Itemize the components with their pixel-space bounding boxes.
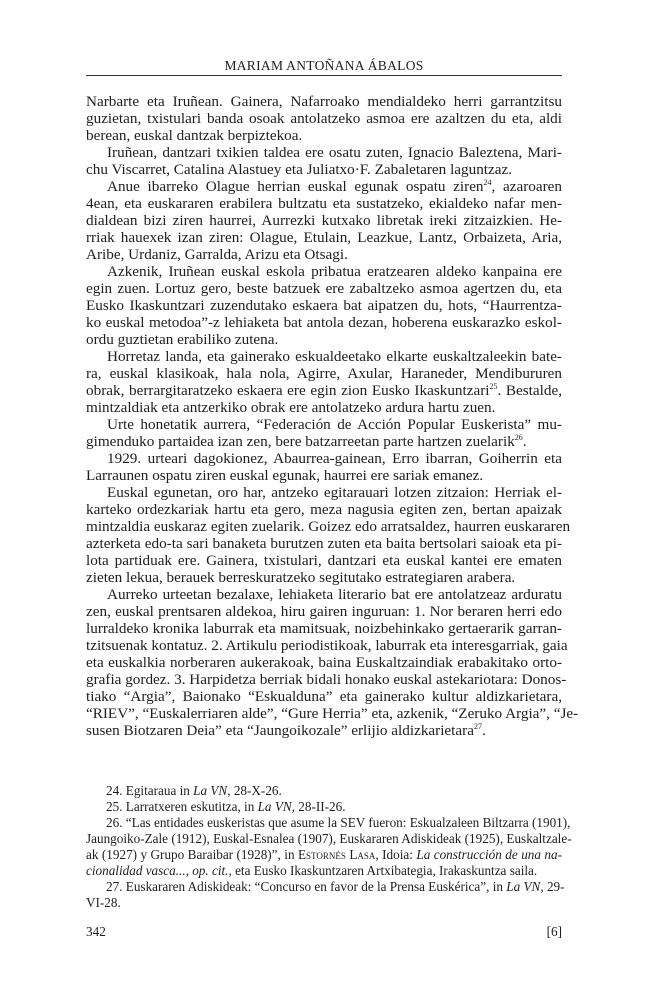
footnote-italic: La VN, [506,879,544,894]
text-fragment: . [481,722,486,739]
text-line: tiako “Argia”, Baionako “Eskualduna” eta gainerako kultur aldizkarietara, [86,688,562,705]
footnote-text: “Las entidades euskeristas que asume la SEV fueron: Eskualzaleen Biltzarra (1901), [125,815,571,830]
text-line: berean, euskal dantzak berpiztekoa. [86,127,303,144]
footnote-ref-25[interactable]: 25 [489,382,498,391]
text-line: tzitsuenak kontatuz. 2. Artikulu periodistikoak, laburrak eta interesgarriak, gaia [86,637,568,654]
footnote-26-cont [86,863,562,879]
footnote-text: Egitaraua in [125,783,194,798]
text-line: zen, euskal prentsaren aldekoa, hiru gairen inguruan: 1. Nor beraren herri edo [86,603,562,620]
footnote-author: Estornés Lasa [297,847,376,862]
text-line: Iruñean, dantzari txikien taldea ere osatu zuten, Ignacio Baleztena, Mari- [107,144,562,161]
footnote-text: , Idoia: [375,847,417,862]
text-line [86,433,562,450]
footnote-26 [86,815,571,831]
footnote-number: 26. [106,815,123,830]
text-line: Larraunen ospatu ziren euskal egunak, haurrei ere sariak emanez. [86,467,484,484]
text-fragment: susen Biotzaren Deia” eta “Jaungoikozale” erlijio aldizkarietara [86,722,474,739]
text-line: lota partiduak ere. Gainera, txistulari, dantzari eta euskal kantei ere ematen [86,552,562,569]
text-line: ordu guztietan erabiliko zutena. [86,331,279,348]
footnote-ref-27[interactable]: 27 [473,722,482,731]
text-line [86,178,562,195]
text-line: guzietan, txistulari banda osoak antolatzeko asmoa ere azaltzen du eta, aldi [86,110,562,127]
footnote-number: 25. [106,799,123,814]
text-fragment: Anue ibarreko Olague herrian euskal egunak ospatu ziren [107,178,484,195]
footnote-ref-24[interactable]: 24 [483,178,492,187]
footnote-text: Larratxeren eskutitza, in [125,799,258,814]
text-fragment: gimenduko partaidea izan zen, bere batzarreetan parte hartzen zuelarik [86,433,515,450]
text-line: Euskal egunetan, oro har, antzeko egitarauari lotzen zitzaion: Herriak el- [107,484,562,501]
text-line: zieten lekua, berauek berreskuratzeko segitutako estrategiaren arabera. [86,569,516,586]
footnote-text: Euskararen Adiskideak: “Concurso en favor de la Prensa Euskérica”, in [125,879,507,894]
text-line: Aurreko urteetan bezalaxe, lehiaketa literario bat ere antolatzeaz arduratu [107,586,562,603]
text-line: grafia gordez. 3. Harpidetza berriak bidali honako euskal astekariotara: Donos- [86,671,567,688]
text-line: mintzaldia euskaraz egiten zuelarik. Goizez edo arratsaldez, haurren euskararen [86,518,571,535]
running-head: MARIAM ANTOÑANA ÁBALOS [224,58,424,73]
text-line: Azkenik, Iruñean euskal eskola pribatua eratzearen aldeko kanpaina ere [107,263,562,280]
text-fragment: . Bestalde, [497,382,562,399]
text-fragment: , azaroaren [491,178,562,195]
footnote-text: eta Eusko Ikaskuntzaren Artxibategia, Irakaskuntza saila. [231,863,538,878]
footnote-text: ak (1927) y Grupo Baraibar (1928)”, in [86,847,298,862]
text-line: “RIEV”, “Euskalerriaren alde”, “Gure Herria” eta, azkenik, “Zeruko Argia”, “Je- [86,705,579,722]
text-line: 1929. urteari dagokionez, Abaurrea-gainean, Erro ibarran, Goiherrin eta [107,450,562,467]
footnote-italic: cionalidad vasca..., op. cit., [86,863,232,878]
text-line: lurraldeko kronika laburrak eta mamitsuak, noizbehinkako gertaerarik garran- [86,620,562,637]
text-line: Narbarte eta Iruñean. Gainera, Nafarroako mendialdeko herri garrantzitsu [86,93,562,110]
text-line: ko euskal metodoa”-z lehiaketa bat antola dezan, hoberena euskarazko eskol- [86,314,562,331]
section-marker: [6] [546,924,562,939]
text-line: karteko ordezkariak hartu eta gero, meza nagusia egiten zen, bertan apaizak [86,501,562,518]
text-line: mintzaldiak eta antzerkiko obrak ere antolatzeko ardura hartu zuen. [86,399,496,416]
footnotes [86,783,572,911]
footnote-26-cont: Jaungoiko-Zale (1912), Euskal-Esnalea (1907), Euskararen Adiskideak (1925), Euskaltzale- [86,831,572,846]
text-line [86,382,562,399]
footnote-ref-26[interactable]: 26 [514,433,523,442]
text-line: dialdean bizi ziren haurrei, Aurrezki kutxako libretak ireki zitzaizkien. He- [86,212,562,229]
footnote-text: 28-II-26. [294,799,346,814]
text-line: eta euskalkia norberaren aukerakoak, baina Euskaltzaindiak erabakitako orto- [86,654,562,671]
text-line: Aribe, Urdaniz, Garralda, Arizu eta Otsagi. [86,246,348,263]
text-line: rriak hauexek izan ziren: Olague, Etulain, Leazkue, Lantz, Orbaizeta, Aria, [86,229,562,246]
page-number: 342 [86,924,106,939]
footnote-number: 27. [106,879,123,894]
footnote-italic: La construcción de una na- [416,847,563,862]
text-line [86,722,562,739]
footnote-24 [86,783,562,799]
footnote-27 [86,879,565,895]
footnote-text: 28-X-26. [230,783,282,798]
text-line: 4ean, eta euskararen erabilera bultzatu eta sustatzeko, ekialdeko nafar men- [86,195,562,212]
text-fragment: . [522,433,527,450]
footnote-25 [86,799,562,815]
text-line: chu Viscarret, Catalina Alastuey eta Juliatxo·F. Zabaletaren laguntzaz. [86,161,513,178]
text-fragment: obrak, berrargitaratzeko eskaera ere egin zion Eusko Ikaskuntzari [86,382,490,399]
text-line: azterketa edo-ta sari banaketa burutzen zuten eta baita bertsolari saioak eta pi- [86,535,562,552]
text-line: Eusko Ikaskuntzari zuzendutako eskaera bat aipatzen du, hots, “Haurrentza- [86,297,562,314]
text-line: Urte honetatik aurrera, “Federación de Acción Popular Euskerista” mu- [107,416,562,433]
footnote-number: 24. [106,783,123,798]
text-line: Horretaz landa, eta gainerako eskualdeetako elkarte euskaltzaleekin bate- [107,348,562,365]
header-rule [86,75,562,76]
footnote-26-cont [86,847,562,863]
text-line: ra, euskal klasikoak, hala nola, Agirre, Axular, Haraneder, Mendibururen [86,365,562,382]
text-line: egin zuen. Lortuz gero, beste batzuek ere zabaltzeko asmoa agertzen du, eta [86,280,562,297]
footnote-italic: La VN, [257,799,295,814]
footnote-27-cont: VI-28. [86,895,121,910]
footnote-text: 29- [543,879,565,894]
main-text [86,93,579,739]
footnote-italic: La VN, [193,783,231,798]
